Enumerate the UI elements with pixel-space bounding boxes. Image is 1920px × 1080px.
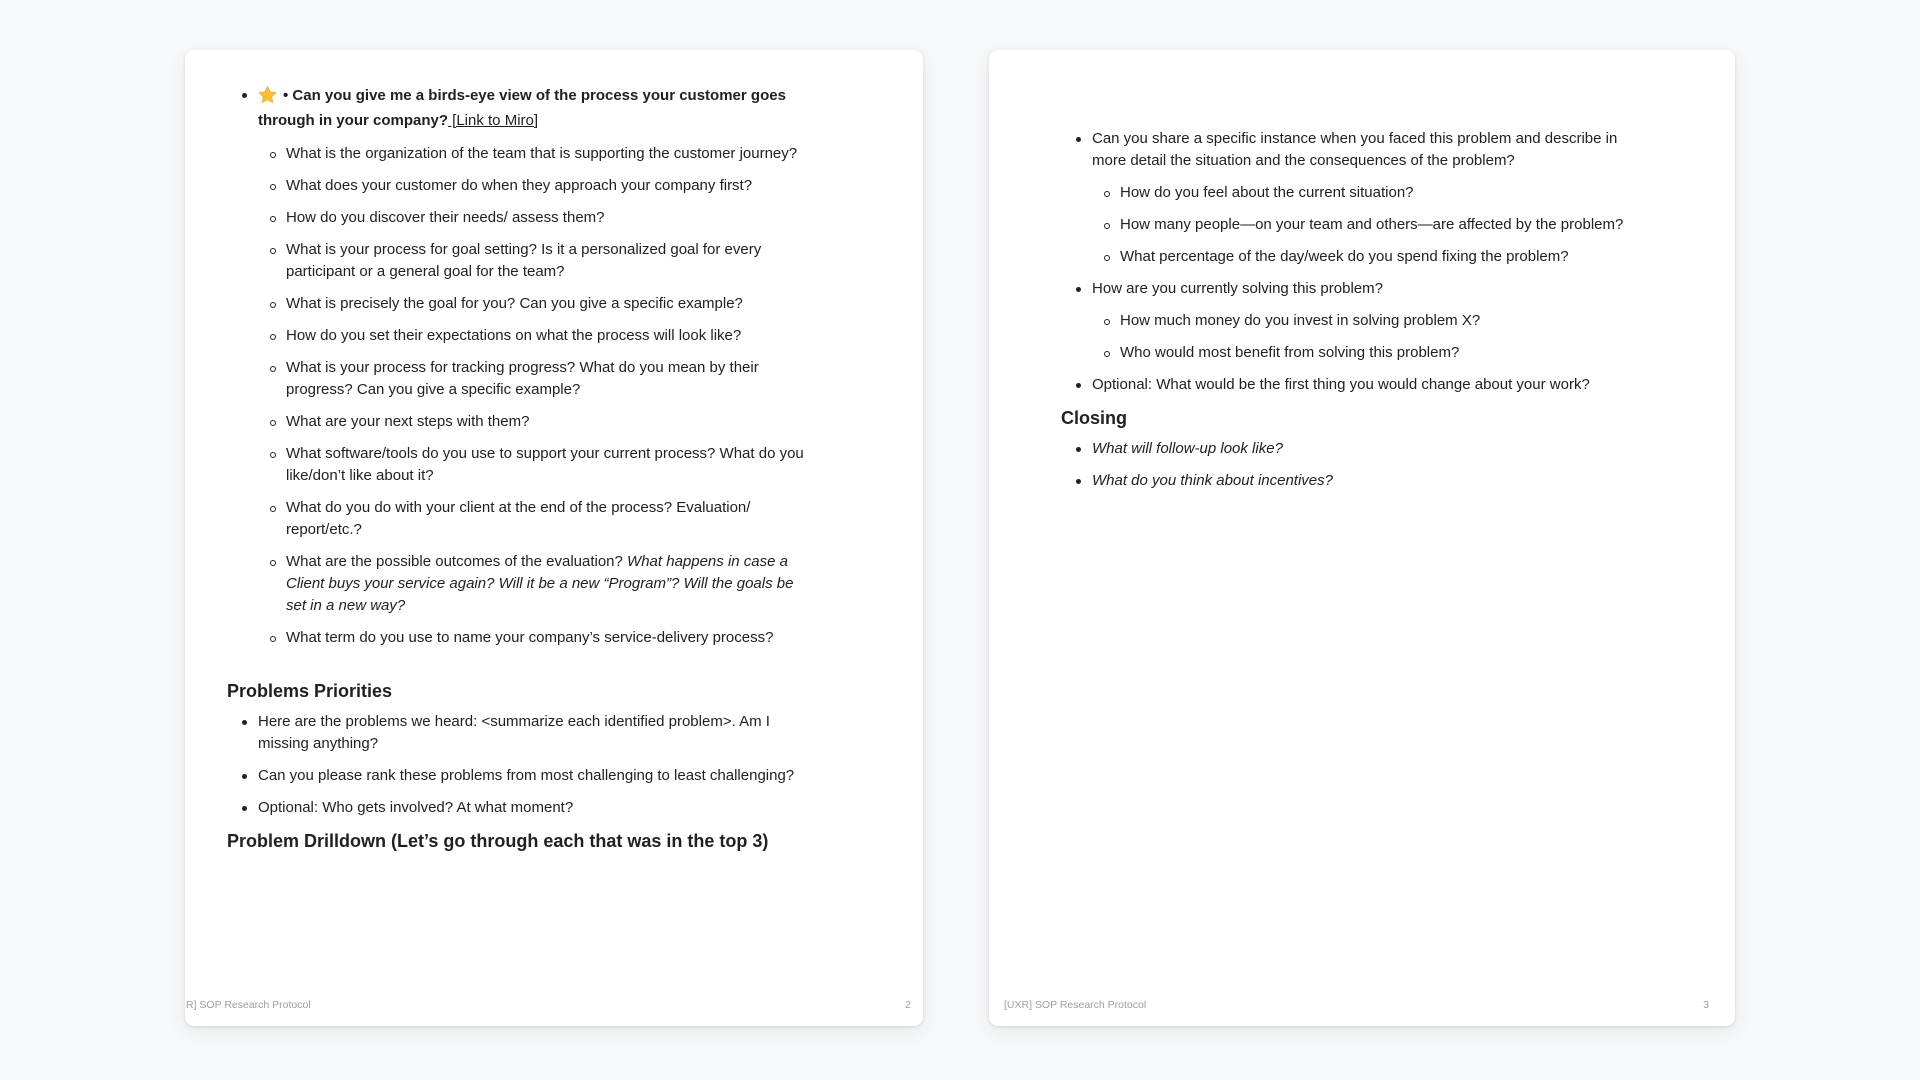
bullet-disc-icon — [242, 806, 247, 811]
page-content — [185, 50, 923, 854]
text-segment: What happens in case a Client buys your service again? Will it be a new “Program”? Will the goals be set in a new way? — [286, 553, 794, 614]
list-item — [185, 551, 816, 617]
list-item — [989, 438, 1637, 460]
footer-page-number: 3 — [1703, 999, 1709, 1011]
list-item — [185, 239, 816, 283]
text-segment: What percentage of the day/week do you spend fixing the problem? — [1120, 248, 1569, 265]
list-item-text — [1092, 376, 1590, 393]
list-item — [185, 411, 816, 433]
bullet-circle-icon — [1104, 223, 1110, 229]
list-item-text — [1092, 130, 1617, 169]
star-icon — [258, 85, 277, 104]
text-segment: Optional: Who gets involved? At what moment? — [258, 799, 574, 816]
list-item — [989, 128, 1637, 172]
text-segment: What are your next steps with them? — [286, 413, 530, 430]
bullet-circle-icon — [270, 452, 276, 458]
list-item — [989, 342, 1650, 364]
section-heading: Problem Drilldown (Let’s go through each that was in the top 3) — [227, 831, 769, 851]
list-item — [185, 443, 816, 487]
list-item — [185, 711, 803, 755]
list-item — [185, 175, 816, 197]
list-item-text — [286, 209, 605, 226]
text-segment: Can you share a specific instance when you faced this problem and describe in more detail the situation and the consequences of the problem? — [1092, 130, 1618, 169]
section-heading: Closing — [1061, 408, 1127, 428]
link-to-miro[interactable]: [Link to Miro] — [448, 112, 539, 129]
text-segment: What is your process for tracking progress? What do you mean by their progress? Can you give a specific example? — [286, 359, 759, 398]
bullet-circle-icon — [270, 302, 276, 308]
list-item — [989, 310, 1650, 332]
text-segment: What do you think about incentives? — [1092, 472, 1333, 489]
list-item — [185, 207, 816, 229]
list-item-text — [286, 359, 759, 398]
bullet-disc-icon — [1076, 447, 1081, 452]
list-item-text — [286, 295, 743, 312]
bullet-circle-icon — [270, 366, 276, 372]
text-segment: What do you do with your client at the end of the process? Evaluation/ report/etc.? — [286, 499, 751, 538]
text-segment: What term do you use to name your company’s service-delivery process? — [286, 629, 774, 646]
bullet-circle-icon — [270, 636, 276, 642]
list-item-text — [1120, 184, 1414, 201]
list-item-text — [258, 799, 573, 816]
list-item — [185, 797, 803, 819]
list-item-text — [1092, 440, 1283, 457]
bullet-circle-icon — [270, 152, 276, 158]
bullet-circle-icon — [1104, 351, 1110, 357]
list-item-text — [258, 87, 786, 129]
page-footer — [185, 999, 923, 1011]
bullet-disc-icon — [1076, 137, 1081, 142]
text-segment: • Can you give me a birds-eye view of the process your customer goes through in your company? — [258, 87, 786, 129]
list-item — [185, 325, 816, 347]
list-item-text — [286, 413, 529, 430]
document-page-3 — [989, 50, 1735, 1026]
list-item — [989, 246, 1650, 268]
list-item — [185, 497, 816, 541]
text-segment: What is precisely the goal for you? Can you give a specific example? — [286, 295, 743, 312]
text-segment: What is your process for goal setting? Is it a personalized goal for every participant or a general goal for the team? — [286, 241, 762, 280]
bullet-circle-icon — [270, 420, 276, 426]
list-item-text — [1120, 312, 1480, 329]
list-item-text — [286, 553, 793, 614]
text-segment: Here are the problems we heard: <summarize each identified problem>. Am I missing anything? — [258, 713, 770, 752]
list-item-text — [1120, 216, 1623, 233]
bullet-circle-icon — [270, 560, 276, 566]
text-segment: How do you feel about the current situation? — [1120, 184, 1414, 201]
bullet-disc-icon — [1076, 287, 1081, 292]
list-item — [185, 357, 816, 401]
list-item-text — [258, 767, 794, 784]
bullet-disc-icon — [242, 93, 247, 98]
bullet-circle-icon — [270, 184, 276, 190]
list-item — [989, 182, 1650, 204]
section-heading: Problems Priorities — [227, 681, 393, 701]
text-segment: What software/tools do you use to support your current process? What do you like/don’t like about it? — [286, 445, 804, 484]
bullet-disc-icon — [242, 774, 247, 779]
list-item — [185, 143, 816, 165]
list-item-text — [286, 499, 750, 538]
text-segment: What will follow-up look like? — [1092, 440, 1283, 457]
list-item-text — [286, 327, 741, 344]
bullet-circle-icon — [1104, 255, 1110, 261]
text-segment: How do you set their expectations on what the process will look like? — [286, 327, 742, 344]
page-footer — [989, 999, 1735, 1011]
text-segment: Who would most benefit from solving this problem? — [1120, 344, 1460, 361]
text-segment: How much money do you invest in solving problem X? — [1120, 312, 1481, 329]
page-content — [989, 50, 1735, 492]
text-segment: What does your customer do when they approach your company first? — [286, 177, 753, 194]
list-item-text — [1120, 344, 1459, 361]
list-item — [185, 83, 803, 133]
text-segment: What are the possible outcomes of the evaluation? — [286, 553, 628, 570]
list-item-text — [1092, 472, 1333, 489]
list-item — [185, 293, 816, 315]
list-item — [185, 627, 816, 649]
footer-doc-title: [UXR] SOP Research Protocol — [1004, 999, 1147, 1011]
footer-page-number: 2 — [905, 999, 911, 1011]
text-segment: Can you please rank these problems from most challenging to least challenging? — [258, 767, 795, 784]
bullet-disc-icon — [1076, 479, 1081, 484]
text-segment: How are you currently solving this problem? — [1092, 280, 1383, 297]
bullet-circle-icon — [1104, 319, 1110, 325]
bullet-circle-icon — [270, 506, 276, 512]
text-segment: What is the organization of the team that is supporting the customer journey? — [286, 145, 798, 162]
list-item-text — [286, 145, 797, 162]
bullet-circle-icon — [270, 216, 276, 222]
bullet-disc-icon — [1076, 383, 1081, 388]
document-page-2 — [185, 50, 923, 1026]
list-item-text — [1120, 248, 1569, 265]
text-segment: How many people—on your team and others—are affected by the problem? — [1120, 216, 1624, 233]
list-item-text — [286, 629, 773, 646]
list-item — [989, 278, 1637, 300]
bullet-disc-icon — [242, 720, 247, 725]
list-item-text — [286, 177, 752, 194]
list-item-text — [286, 241, 761, 280]
list-item — [989, 214, 1650, 236]
list-item-text — [258, 713, 770, 752]
bullet-circle-icon — [270, 248, 276, 254]
bullet-circle-icon — [270, 334, 276, 340]
list-item-text — [286, 445, 804, 484]
list-item-text — [1092, 280, 1383, 297]
text-segment: Optional: What would be the first thing you would change about your work? — [1092, 376, 1590, 393]
bullet-circle-icon — [1104, 191, 1110, 197]
text-segment: How do you discover their needs/ assess them? — [286, 209, 605, 226]
list-item — [989, 470, 1637, 492]
list-item — [989, 374, 1637, 396]
list-item — [185, 765, 803, 787]
footer-doc-title: R] SOP Research Protocol — [186, 999, 311, 1011]
